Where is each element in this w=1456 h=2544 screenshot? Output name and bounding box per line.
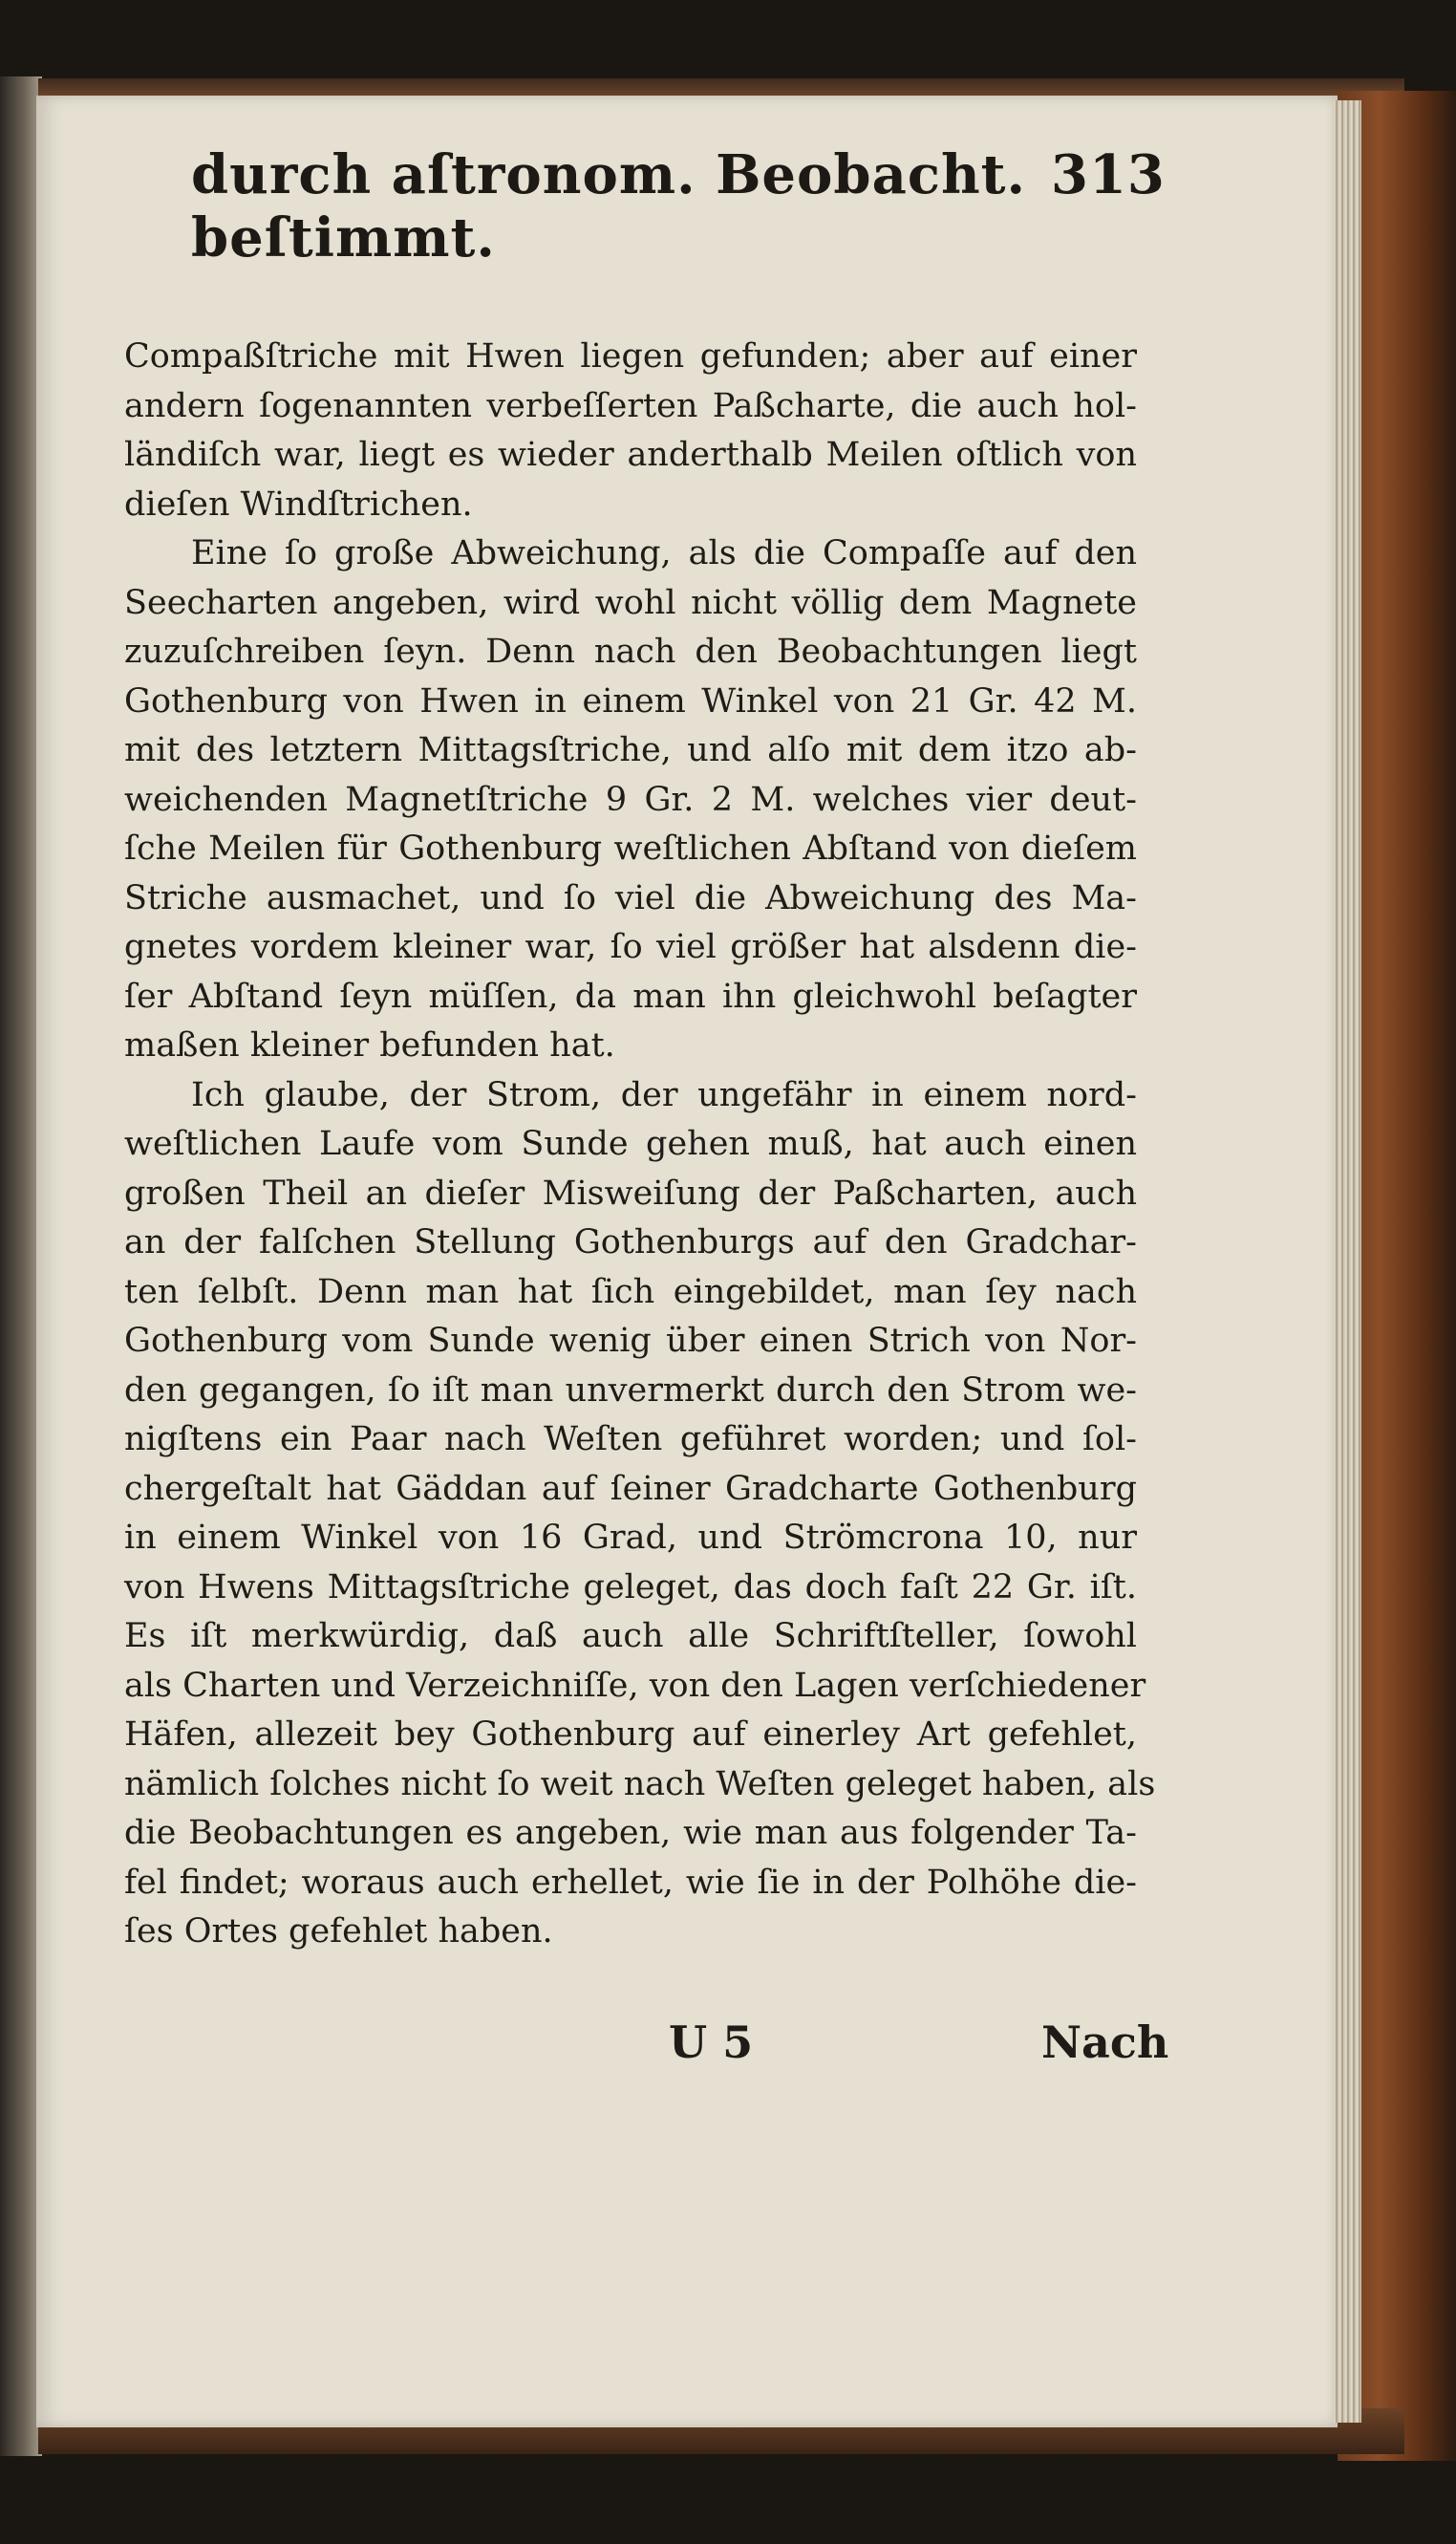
text-line: maßen kleiner befunden hat.: [124, 1026, 615, 1065]
body-text: [124, 333, 1156, 1957]
text-line: Compaßſtriche mit Hwen liegen gefunden; aber auf einer: [124, 337, 1137, 376]
text-line: Gothenburg vom Sunde wenig über einen Strich von Nor-: [124, 1322, 1137, 1360]
signature-mark: U 5: [669, 2016, 754, 2068]
text-line: ſer Abſtand ſeyn müſſen, da man ihn gleichwohl beſagter: [124, 977, 1137, 1016]
text-line: als Charten und Verzeichniſſe, von den Lagen verſchiedener: [124, 1666, 1146, 1705]
text-line: ſes Ortes gefehlet haben.: [124, 1912, 553, 1951]
running-title: durch aſtronom. Beobacht. beſtimmt.: [191, 143, 1027, 269]
text-line: chergeſtalt hat Gäddan auf ſeiner Gradcharte Gothenburg: [124, 1469, 1137, 1508]
catchword: Nach: [1041, 2016, 1169, 2068]
text-line: die Beobachtungen es angeben, wie man aus folgender Ta-: [124, 1814, 1137, 1852]
text-line: Häfen, allezeit bey Gothenburg auf einerley Art gefehlet,: [124, 1715, 1137, 1754]
page-number: 313: [1051, 143, 1166, 206]
text-line: zuzuſchreiben ſeyn. Denn nach den Beobachtungen liegt: [124, 633, 1137, 671]
text-line: an der falſchen Stellung Gothenburgs auf den Gradchar-: [124, 1223, 1137, 1261]
text-line: dieſen Windſtrichen.: [124, 485, 473, 524]
text-line: andern ſogenannten verbeſſerten Paßcharte, die auch hol-: [124, 386, 1137, 425]
text-line: Striche ausmachet, und ſo viel die Abweichung des Ma-: [124, 878, 1137, 917]
text-line: fel findet; woraus auch erhellet, wie ſie in der Polhöhe die-: [124, 1863, 1137, 1902]
text-line: nämlich ſolches nicht ſo weit nach Weſten geleget haben, als: [124, 1764, 1156, 1803]
page-fore-edge: [1333, 100, 1361, 2423]
text-line: weſtlichen Laufe vom Sunde gehen muß, hat auch einen: [124, 1125, 1137, 1163]
text-line: ländiſch war, liegt es wieder anderthalb Meilen oſtlich von: [124, 436, 1137, 474]
text-line: Es iſt merkwürdig, daß auch alle Schriftſteller, ſowohl: [124, 1617, 1137, 1655]
text-line: den gegangen, ſo iſt man unvermerkt durch den Strom we-: [124, 1370, 1137, 1410]
text-line: in einem Winkel von 16 Grad, und Strömcrona 10, nur: [124, 1519, 1137, 1557]
text-line: von Hwens Mittagsſtriche geleget, das doch faſt 22 Gr. iſt.: [124, 1567, 1137, 1606]
text-line: gnetes vordem kleiner war, ſo viel größer hat alsdenn die-: [124, 928, 1137, 966]
text-line: weichenden Magnetſtriche 9 Gr. 2 M. welches vier deut-: [124, 780, 1137, 819]
text-line: Ich glaube, der Strom, der ungefähr in einem nord-: [191, 1075, 1137, 1114]
text-line: ten ſelbſt. Denn man hat ſich eingebildet, man ſey nach: [124, 1272, 1137, 1311]
text-line: ſche Meilen für Gothenburg weſtlichen Abſtand von dieſem: [124, 830, 1137, 868]
text-line: großen Theil an dieſer Misweiſung der Paßcharten, auch: [124, 1174, 1137, 1213]
text-line: Eine ſo große Abweichung, als die Compaſſe auf den: [191, 534, 1137, 572]
text-line: mit des letztern Mittagsſtriche, und alſo mit dem itzo ab-: [124, 731, 1137, 769]
text-line: Gothenburg von Hwen in einem Winkel von 21 Gr. 42 M.: [124, 681, 1137, 721]
text-line: nigſtens ein Paar nach Weſten geführet worden; und ſol-: [124, 1420, 1137, 1458]
text-line: Seecharten angeben, wird wohl nicht völlig dem Magnete: [124, 583, 1137, 622]
